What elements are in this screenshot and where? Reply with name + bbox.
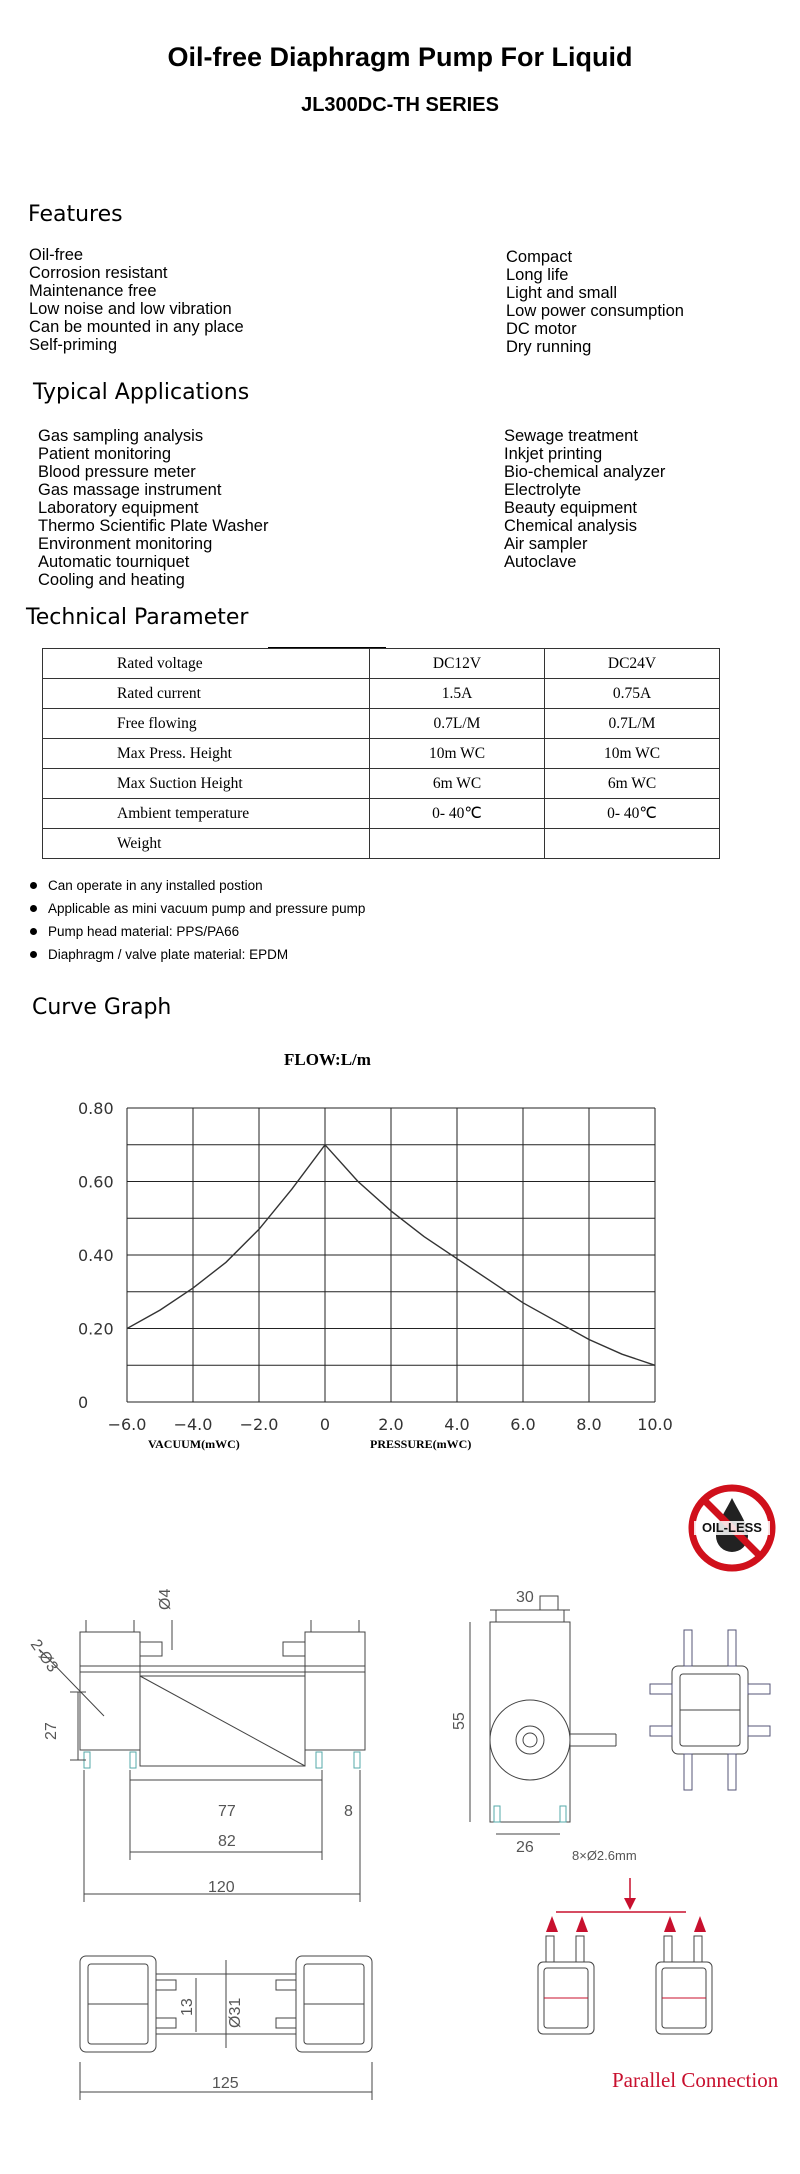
- side-view-drawing: [40, 1620, 365, 1902]
- param-label: Free flowing: [43, 709, 370, 739]
- parallel-connection-label: Parallel Connection: [612, 2068, 779, 2092]
- feature-item: Corrosion resistant: [29, 264, 168, 282]
- param-value-12v: 1.5A: [370, 679, 545, 709]
- note-item: Can operate in any installed postion: [30, 874, 365, 897]
- svg-text:OIL-LESS: OIL-LESS: [702, 1520, 762, 1535]
- x-tick-label: 8.0: [576, 1415, 602, 1434]
- bullet-icon: [30, 905, 37, 912]
- x-tick-label: 4.0: [444, 1415, 470, 1434]
- application-item: Air sampler: [504, 535, 588, 553]
- flow-chart: [0, 1080, 800, 1460]
- application-item: Blood pressure meter: [38, 463, 196, 481]
- feature-item: Maintenance free: [29, 282, 157, 300]
- feature-item: Oil-free: [29, 246, 84, 264]
- param-value-12v: 0.7L/M: [370, 709, 545, 739]
- x-tick-label: 0: [319, 1415, 331, 1434]
- svg-text:13: 13: [179, 1998, 196, 2016]
- y-tick-label: 0: [78, 1393, 89, 1412]
- table-row: [43, 709, 720, 739]
- vacuum-axis-label: VACUUM(mWC): [148, 1437, 240, 1451]
- param-value-12v: 0- 40℃: [370, 799, 545, 829]
- application-item: Electrolyte: [504, 481, 582, 499]
- series-subtitle: JL300DC-TH SERIES: [301, 94, 499, 116]
- note-item: Pump head material: PPS/PA66: [30, 920, 365, 943]
- application-item: Thermo Scientific Plate Washer: [38, 517, 269, 535]
- svg-text:120: 120: [208, 1879, 235, 1896]
- feature-item: Self-priming: [29, 336, 118, 354]
- param-value-12v: DC12V: [370, 649, 545, 679]
- application-item: Cooling and heating: [38, 571, 185, 589]
- svg-text:30: 30: [516, 1589, 534, 1606]
- application-item: Patient monitoring: [38, 445, 171, 463]
- parallel-connection-diagram: [538, 1878, 712, 2034]
- x-tick-label: −6.0: [107, 1415, 147, 1434]
- bullet-icon: [30, 951, 37, 958]
- param-value-12v: 6m WC: [370, 769, 545, 799]
- y-tick-label: 0.80: [78, 1099, 114, 1118]
- svg-text:8×Ø2.6mm: 8×Ø2.6mm: [572, 1848, 637, 1863]
- x-tick-label: −4.0: [173, 1415, 213, 1434]
- table-row: [43, 799, 720, 829]
- table-row: [43, 829, 720, 859]
- x-tick-label: 2.0: [378, 1415, 404, 1434]
- application-item: Sewage treatment: [504, 427, 638, 445]
- pressure-axis-label: PRESSURE(mWC): [370, 1437, 472, 1451]
- applications-list-right: [504, 427, 665, 571]
- technical-parameter-table: [42, 648, 720, 859]
- param-value-24v: 0- 40℃: [545, 799, 720, 829]
- param-value-12v: [370, 829, 545, 859]
- bullet-icon: [30, 928, 37, 935]
- x-tick-label: 6.0: [510, 1415, 536, 1434]
- param-label: Weight: [43, 829, 370, 859]
- param-value-24v: 10m WC: [545, 739, 720, 769]
- x-tick-label: 10.0: [637, 1415, 673, 1434]
- features-list-left: [29, 246, 244, 354]
- param-label: Rated current: [43, 679, 370, 709]
- feature-item: Light and small: [506, 284, 617, 302]
- svg-text:2-Ø3: 2-Ø3: [26, 1636, 62, 1676]
- table-row: [43, 679, 720, 709]
- svg-text:77: 77: [218, 1803, 236, 1820]
- application-item: Autoclave: [504, 553, 577, 571]
- table-row: [43, 769, 720, 799]
- param-value-24v: 6m WC: [545, 769, 720, 799]
- chart-title: FLOW:L/m: [284, 1050, 371, 1069]
- x-tick-label: −2.0: [239, 1415, 279, 1434]
- application-item: Inkjet printing: [504, 445, 603, 463]
- application-item: Bio-chemical analyzer: [504, 463, 666, 481]
- page-title: Oil-free Diaphragm Pump For Liquid: [167, 42, 633, 72]
- notes-list: [30, 874, 365, 966]
- application-item: Laboratory equipment: [38, 499, 199, 517]
- svg-text:Ø4: Ø4: [157, 1588, 174, 1610]
- technical-heading: Technical Parameter: [26, 605, 249, 630]
- svg-text:125: 125: [212, 2075, 239, 2092]
- feature-item: Dry running: [506, 338, 592, 356]
- application-item: Automatic tourniquet: [38, 553, 190, 571]
- y-tick-label: 0.20: [78, 1319, 114, 1339]
- application-item: Environment monitoring: [38, 535, 213, 553]
- features-heading: Features: [28, 202, 123, 227]
- param-value-24v: DC24V: [545, 649, 720, 679]
- end-view-drawing: [470, 1596, 616, 1834]
- oil-less-badge-icon: [688, 1484, 776, 1572]
- application-item: Gas massage instrument: [38, 481, 222, 499]
- svg-text:55: 55: [451, 1712, 468, 1730]
- y-tick-label: 0.60: [78, 1172, 114, 1192]
- application-item: Beauty equipment: [504, 499, 638, 517]
- feature-item: Long life: [506, 266, 569, 284]
- param-value-24v: [545, 829, 720, 859]
- top-view-drawing: [650, 1630, 770, 1790]
- bullet-icon: [30, 882, 37, 889]
- feature-item: Low power consumption: [506, 302, 684, 320]
- table-row: [43, 649, 720, 679]
- feature-item: Low noise and low vibration: [29, 300, 232, 318]
- svg-text:Ø31: Ø31: [227, 1997, 244, 2028]
- feature-item: Can be mounted in any place: [29, 318, 244, 336]
- feature-item: DC motor: [506, 320, 577, 338]
- param-label: Rated voltage: [43, 649, 370, 679]
- param-value-24v: 0.75A: [545, 679, 720, 709]
- note-item: Diaphragm / valve plate material: EPDM: [30, 943, 365, 966]
- table-row: [43, 739, 720, 769]
- svg-text:8: 8: [344, 1803, 353, 1820]
- features-list-right: [506, 248, 684, 356]
- y-tick-label: 0.40: [78, 1246, 114, 1265]
- applications-heading: Typical Applications: [33, 380, 250, 405]
- param-label: Ambient temperature: [43, 799, 370, 829]
- y-tick-labels: [78, 1099, 114, 1412]
- curve-heading: Curve Graph: [32, 995, 172, 1020]
- param-value-24v: 0.7L/M: [545, 709, 720, 739]
- svg-text:26: 26: [516, 1839, 534, 1856]
- chart-grid: [127, 1108, 655, 1402]
- param-label: Max Press. Height: [43, 739, 370, 769]
- param-value-12v: 10m WC: [370, 739, 545, 769]
- note-item: Applicable as mini vacuum pump and pressure pump: [30, 897, 365, 920]
- feature-item: Compact: [506, 248, 573, 266]
- application-item: Gas sampling analysis: [38, 427, 204, 445]
- svg-text:27: 27: [43, 1722, 60, 1740]
- applications-list-left: [38, 427, 268, 589]
- x-tick-labels: [108, 1415, 673, 1434]
- svg-text:82: 82: [218, 1833, 236, 1850]
- param-label: Max Suction Height: [43, 769, 370, 799]
- application-item: Chemical analysis: [504, 517, 637, 535]
